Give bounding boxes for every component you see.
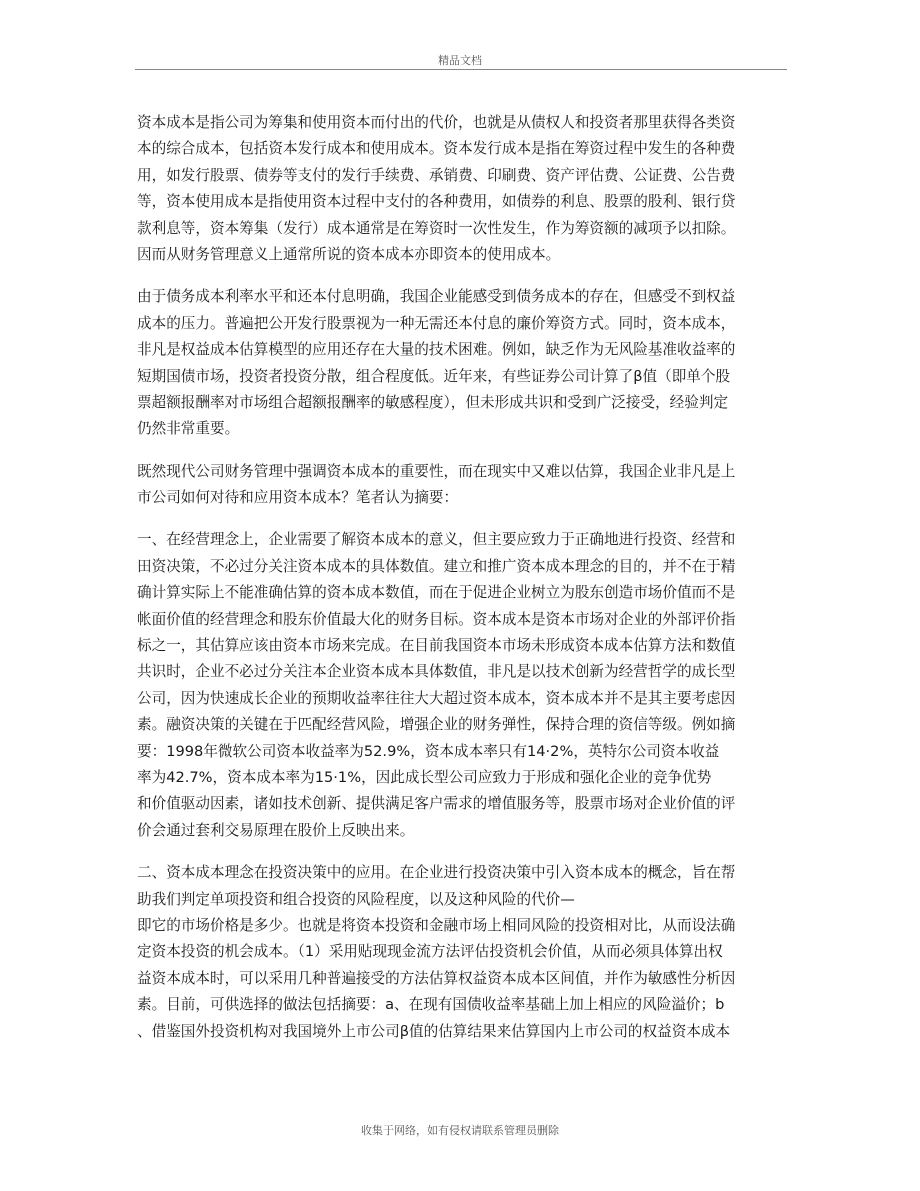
- text-line: 要：1998年微软公司资本收益率为52.9%，资本成本率只有14·2%，英特尔公司资本收益: [137, 742, 720, 760]
- text-line: 助我们判定单项投资和组合投资的风险程度，以及这种风险的代价—: [137, 890, 575, 908]
- page-header: 精品文档: [438, 54, 482, 67]
- text-line: 率为42.7%，资本成本率为15·1%，因此成长型公司应致力于形成和强化企业的竞争优势: [137, 768, 712, 786]
- text-line: 等，资本使用成本是指使用资本过程中支付的各种费用，如债券的利息、股票的股利、银行贷: [137, 193, 736, 211]
- text-line: 、借鉴国外投资机构对我国境外上市公司β值的估算结果来估算国内上市公司的权益资本成本: [137, 1022, 731, 1040]
- text-line: 成本的压力。普遍把公开发行股票视为一种无需还本付息的廉价筹资方式。同时，资本成本，: [137, 314, 736, 332]
- text-line: 素。目前，可供选择的做法包括摘要：a、在现有国债收益率基础上加上相应的风险溢价；b: [137, 996, 725, 1014]
- text-line: 帐面价值的经营理念和股东价值最大化的财务目标。资本成本是资本市场对企业的外部评价指: [137, 610, 736, 628]
- text-line: 票超额报酬率对市场组合超额报酬率的敏感程度），但未形成共识和受到广泛接受，经验判定: [137, 393, 729, 411]
- text-line: 共识时，企业不必过分关注本企业资本成本具体数值，非凡是以技术创新为经营哲学的成长型: [137, 663, 736, 681]
- text-line: 素。融资决策的关键在于匹配经营风险，增强企业的财务弹性，保持合理的资信等级。例如摘: [137, 716, 736, 734]
- text-line: 田资决策，不必过分关注资本成本的具体数值。建立和推广资本成本理念的目的，并不在于精: [137, 557, 736, 575]
- paragraph-question: [137, 459, 791, 512]
- text-line: 二、资本成本理念在投资决策中的应用。在企业进行投资决策中引入资本成本的概念，旨在帮: [137, 864, 736, 882]
- text-line: 资本成本是指公司为筹集和使用资本而付出的代价，也就是从债权人和投资者那里获得各类资: [137, 114, 736, 131]
- paragraph-point-two: [137, 860, 791, 1045]
- header-divider: [135, 69, 787, 70]
- text-line: 市公司如何对待和应用资本成本？笔者认为摘要：: [137, 489, 459, 507]
- page-footer: 收集于网络，如有侵权请联系管理员删除: [361, 1124, 559, 1137]
- text-line: 用，如发行股票、债券等支付的发行手续费、承销费、印刷费、资产评估费、公证费、公告费: [137, 166, 736, 184]
- paragraph-equity-cost-pressure: [137, 284, 791, 442]
- text-line: 确计算实际上不能准确估算的资本成本数值，而在于促进企业树立为股东创造市场价值而不是: [137, 584, 736, 602]
- text-line: 一、在经营理念上，企业需要了解资本成本的意义，但主要应致力于正确地进行投资、经营和: [137, 531, 736, 549]
- paragraph-point-one: [137, 527, 791, 844]
- text-line: 既然现代公司财务管理中强调资本成本的重要性，而在现实中又难以估算，我国企业非凡是上: [137, 462, 736, 480]
- text-line: 短期国债市场，投资者投资分散，组合程度低。近年来，有些证券公司计算了β值（即单个股: [137, 367, 731, 385]
- text-line: 标之一，其估算应该由资本市场来完成。在目前我国资本市场未形成资本成本估算方法和数值: [137, 637, 736, 655]
- text-line: 公司，因为快速成长企业的预期收益率往往大大超过资本成本，资本成本并不是其主要考虑因: [137, 689, 736, 707]
- text-line: 和价值驱动因素，诸如技术创新、提供满足客户需求的增值服务等，股票市场对企业价值的评: [137, 795, 736, 813]
- text-line: 非凡是权益成本估算模型的应用还存在大量的技术困难。例如，缺乏作为无风险基准收益率的: [137, 341, 736, 359]
- text-line: 因而从财务管理意义上通常所说的资本成本亦即资本的使用成本。: [137, 245, 561, 263]
- paragraph-capital-cost-definition: [137, 110, 791, 268]
- text-line: 定资本投资的机会成本。（1）采用贴现现金流方法评估投资机会价值，从而必须具体算出权: [137, 943, 723, 961]
- text-line: 益资本成本时，可以采用几种普遍接受的方法估算权益资本成本区间值，并作为敏感性分析因: [137, 969, 736, 987]
- text-line: 款利息等，资本筹集（发行）成本通常是在筹资时一次性发生，作为筹资额的减项予以扣除。: [137, 219, 736, 237]
- text-line: 由于债务成本利率水平和还本付息明确，我国企业能感受到债务成本的存在，但感受不到权益: [137, 288, 736, 306]
- text-line: 即它的市场价格是多少。也就是将资本投资和金融市场上相同风险的投资相对比，从而设法确: [137, 916, 736, 934]
- text-line: 仍然非常重要。: [137, 420, 240, 438]
- text-line: 价会通过套利交易原理在股价上反映出来。: [137, 821, 415, 839]
- document-body: [137, 110, 791, 1061]
- text-line: 本的综合成本，包括资本发行成本和使用成本。资本发行成本是指在筹资过程中发生的各种费: [137, 140, 736, 158]
